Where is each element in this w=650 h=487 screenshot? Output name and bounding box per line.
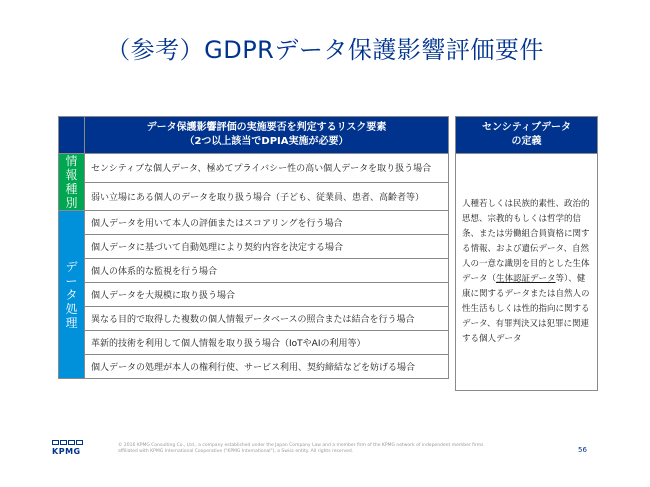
definition-text-2: 等）、健康に関するデータまたは自然人の性生活もしくは性的指向に関するデータ、有罪判決又は犯罪に関連する個人データ — [462, 274, 590, 344]
table-row — [59, 154, 449, 183]
copyright-notice — [118, 443, 538, 455]
table-row — [59, 182, 449, 211]
table-row — [59, 235, 449, 259]
risk-header-line2: （2つ以上該当でDPIA実施が必要） — [184, 136, 349, 147]
table-row — [59, 307, 449, 331]
risk-row-4: 個人データに基づいて自動処理により契約内容を決定する場合 — [85, 235, 449, 259]
side-header-line2: の定義 — [511, 136, 542, 147]
side-body-row — [456, 154, 598, 391]
table-row — [59, 355, 449, 379]
sensitive-data-table — [455, 116, 598, 391]
page-number: 56 — [578, 446, 587, 454]
header-corner-cell — [59, 117, 85, 154]
risk-row-7: 異なる目的で取得した複数の個人情報データベースの照合または結合を行う場合 — [85, 307, 449, 331]
risk-row-3: 個人データを用いて本人の評価またはスコアリングを行う場合 — [85, 211, 449, 235]
table-row — [59, 331, 449, 355]
sensitive-data-header — [456, 117, 598, 154]
risk-row-2: 弱い立場にある個人のデータを取り扱う場合（子ども、従業員、患者、高齢者等） — [85, 182, 449, 211]
biometric-term: 生体認証データ — [496, 274, 556, 284]
sensitive-data-definition — [456, 154, 598, 391]
category-data-processing — [59, 211, 85, 379]
copyright-line2: affiliated with KPMG International Cooperative ("KPMG International"), a Swiss entity. All rights reserved. — [118, 449, 354, 454]
risk-row-5: 個人の体系的な監視を行う場合 — [85, 259, 449, 283]
category-info-type — [59, 154, 85, 211]
table-row — [59, 283, 449, 307]
kpmg-logo — [52, 440, 92, 456]
logo-text: KPMG — [52, 447, 81, 456]
risk-row-9: 個人データの処理が本人の権利行使、サービス利用、契約締結などを妨げる場合 — [85, 355, 449, 379]
table-row — [59, 211, 449, 235]
logo-boxes-icon — [52, 440, 92, 445]
side-header-line1: センシティブデータ — [482, 122, 571, 133]
risk-table-header — [85, 117, 449, 154]
table-row — [59, 259, 449, 283]
page-title: （参考）GDPRデータ保護影響評価要件 — [106, 36, 544, 64]
risk-row-8: 革新的技術を利用して個人情報を取り扱う場合（IoTやAIの利用等） — [85, 331, 449, 355]
definition-text-1: 人種若しくは民族的素性、政治的思想、宗教的もしくは哲学的信条、または労働組合員資格に関する情報、および遺伝データ、自然人の一意な識別を目的とした生体データ（ — [462, 199, 590, 284]
category-info-label: 情報種別 — [65, 154, 78, 210]
risk-header-line1: データ保護影響評価の実施要否を判定するリスク要素 — [146, 122, 387, 133]
risk-row-1: センシティブな個人データ、極めてプライバシー性の高い個人データを取り扱う場合 — [85, 154, 449, 183]
risk-factor-table — [58, 116, 449, 379]
copyright-line1: © 2016 KPMG Consulting Co., Ltd., a company established under the Japan Company Law and a member firm of the KPMG network of independent member firms — [118, 443, 484, 448]
category-processing-label: データ処理 — [65, 259, 78, 330]
risk-row-6: 個人データを大規模に取り扱う場合 — [85, 283, 449, 307]
side-header-row — [456, 117, 598, 154]
table-header-row — [59, 117, 449, 154]
